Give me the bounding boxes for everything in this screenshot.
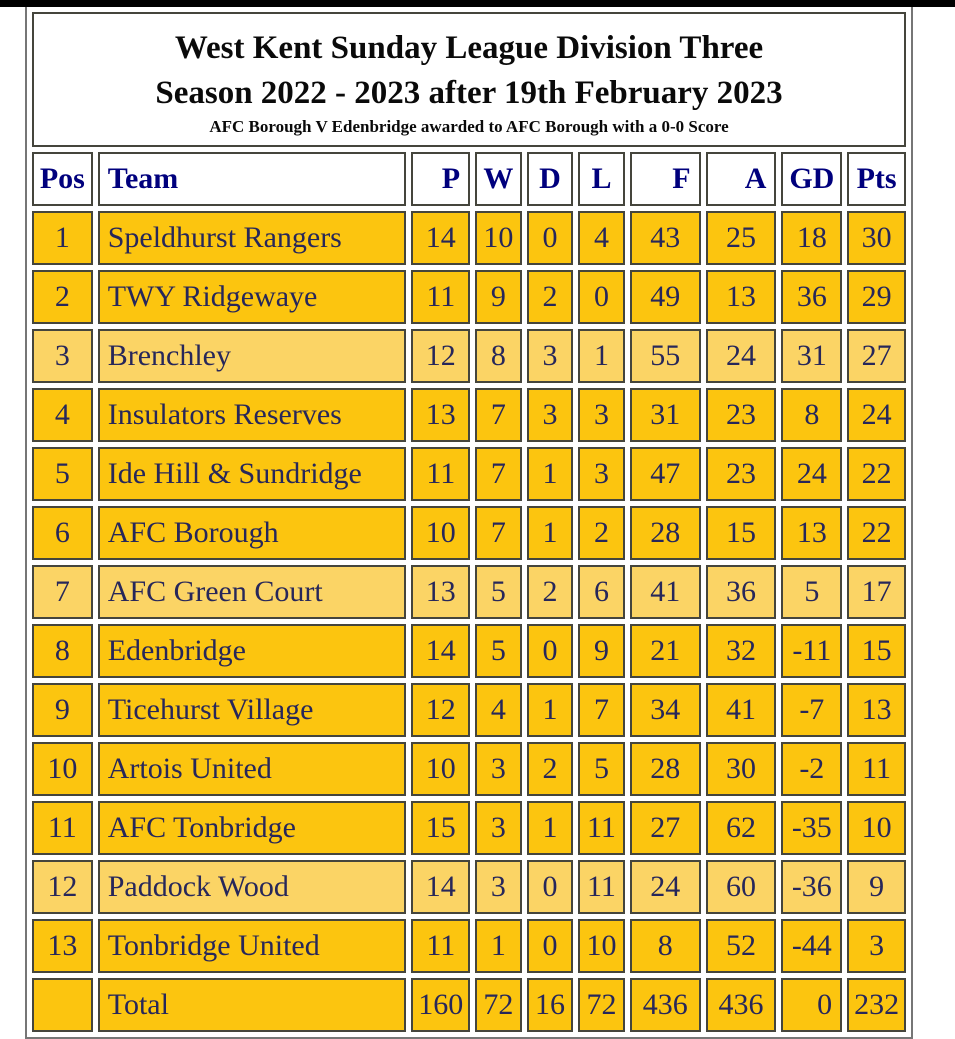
cell-a: 36 bbox=[706, 565, 777, 619]
table-row bbox=[32, 270, 906, 324]
table-row bbox=[32, 742, 906, 796]
cell-w: 3 bbox=[475, 860, 522, 914]
column-header-team: Team bbox=[98, 152, 407, 206]
cell-gd: 24 bbox=[781, 447, 842, 501]
cell-p: 14 bbox=[411, 860, 470, 914]
cell-pos bbox=[32, 978, 93, 1032]
cell-f: 55 bbox=[630, 329, 701, 383]
cell-p: 10 bbox=[411, 506, 470, 560]
cell-a: 23 bbox=[706, 388, 777, 442]
cell-pts: 29 bbox=[847, 270, 906, 324]
cell-l: 72 bbox=[578, 978, 625, 1032]
cell-team: Artois United bbox=[98, 742, 407, 796]
cell-p: 11 bbox=[411, 919, 470, 973]
cell-p: 12 bbox=[411, 329, 470, 383]
cell-gd: 8 bbox=[781, 388, 842, 442]
table-row bbox=[32, 801, 906, 855]
cell-l: 3 bbox=[578, 447, 625, 501]
table-row bbox=[32, 683, 906, 737]
cell-d: 1 bbox=[527, 683, 574, 737]
cell-team: Brenchley bbox=[98, 329, 407, 383]
cell-w: 3 bbox=[475, 801, 522, 855]
cell-d: 2 bbox=[527, 270, 574, 324]
cell-gd: 5 bbox=[781, 565, 842, 619]
cell-p: 14 bbox=[411, 211, 470, 265]
cell-pos: 11 bbox=[32, 801, 93, 855]
cell-l: 2 bbox=[578, 506, 625, 560]
cell-a: 32 bbox=[706, 624, 777, 678]
page-title: West Kent Sunday League Division Three bbox=[174, 30, 764, 66]
column-header-pos: Pos bbox=[32, 152, 93, 206]
cell-pts: 13 bbox=[847, 683, 906, 737]
cell-pts: 27 bbox=[847, 329, 906, 383]
cell-pts: 30 bbox=[847, 211, 906, 265]
cell-gd: 0 bbox=[781, 978, 842, 1032]
column-header-w: W bbox=[475, 152, 522, 206]
cell-gd: 13 bbox=[781, 506, 842, 560]
cell-f: 41 bbox=[630, 565, 701, 619]
cell-w: 72 bbox=[475, 978, 522, 1032]
cell-a: 15 bbox=[706, 506, 777, 560]
cell-d: 0 bbox=[527, 919, 574, 973]
cell-w: 1 bbox=[475, 919, 522, 973]
cell-d: 0 bbox=[527, 860, 574, 914]
table-row bbox=[32, 860, 906, 914]
cell-pos: 2 bbox=[32, 270, 93, 324]
cell-l: 4 bbox=[578, 211, 625, 265]
cell-gd: -36 bbox=[781, 860, 842, 914]
cell-d: 1 bbox=[527, 447, 574, 501]
cell-l: 11 bbox=[578, 801, 625, 855]
cell-p: 11 bbox=[411, 447, 470, 501]
cell-p: 13 bbox=[411, 388, 470, 442]
cell-pts: 22 bbox=[847, 506, 906, 560]
league-table bbox=[27, 7, 911, 1037]
table-row bbox=[32, 506, 906, 560]
cell-f: 8 bbox=[630, 919, 701, 973]
cell-pts: 11 bbox=[847, 742, 906, 796]
cell-gd: -7 bbox=[781, 683, 842, 737]
cell-a: 13 bbox=[706, 270, 777, 324]
award-note: AFC Borough V Edenbridge awarded to AFC Borough with a 0-0 Score bbox=[209, 117, 729, 137]
table-row bbox=[32, 447, 906, 501]
cell-f: 27 bbox=[630, 801, 701, 855]
cell-l: 1 bbox=[578, 329, 625, 383]
cell-gd: -35 bbox=[781, 801, 842, 855]
cell-d: 3 bbox=[527, 329, 574, 383]
cell-a: 41 bbox=[706, 683, 777, 737]
cell-pos: 7 bbox=[32, 565, 93, 619]
cell-pos: 10 bbox=[32, 742, 93, 796]
cell-w: 7 bbox=[475, 388, 522, 442]
season-subtitle: Season 2022 - 2023 after 19th February 2023 bbox=[155, 74, 783, 111]
cell-team: TWY Ridgewaye bbox=[98, 270, 407, 324]
cell-l: 11 bbox=[578, 860, 625, 914]
cell-f: 47 bbox=[630, 447, 701, 501]
cell-f: 49 bbox=[630, 270, 701, 324]
cell-l: 3 bbox=[578, 388, 625, 442]
column-header-f: F bbox=[630, 152, 701, 206]
cell-w: 7 bbox=[475, 447, 522, 501]
table-row bbox=[32, 388, 906, 442]
cell-l: 9 bbox=[578, 624, 625, 678]
cell-pts: 232 bbox=[847, 978, 906, 1032]
cell-f: 31 bbox=[630, 388, 701, 442]
table-row bbox=[32, 329, 906, 383]
column-header-gd: GD bbox=[781, 152, 842, 206]
cell-pts: 24 bbox=[847, 388, 906, 442]
table-row bbox=[32, 624, 906, 678]
cell-a: 24 bbox=[706, 329, 777, 383]
cell-f: 34 bbox=[630, 683, 701, 737]
cell-team: AFC Green Court bbox=[98, 565, 407, 619]
cell-pos: 9 bbox=[32, 683, 93, 737]
cell-gd: -11 bbox=[781, 624, 842, 678]
cell-w: 4 bbox=[475, 683, 522, 737]
cell-team: Ticehurst Village bbox=[98, 683, 407, 737]
cell-a: 30 bbox=[706, 742, 777, 796]
cell-pts: 15 bbox=[847, 624, 906, 678]
cell-pts: 3 bbox=[847, 919, 906, 973]
cell-d: 0 bbox=[527, 211, 574, 265]
cell-f: 28 bbox=[630, 506, 701, 560]
column-header-p: P bbox=[411, 152, 470, 206]
cell-team: Speldhurst Rangers bbox=[98, 211, 407, 265]
cell-l: 6 bbox=[578, 565, 625, 619]
column-header-d: D bbox=[527, 152, 574, 206]
column-header-l: L bbox=[578, 152, 625, 206]
cell-p: 15 bbox=[411, 801, 470, 855]
cell-f: 21 bbox=[630, 624, 701, 678]
cell-d: 1 bbox=[527, 801, 574, 855]
cell-p: 13 bbox=[411, 565, 470, 619]
cell-w: 3 bbox=[475, 742, 522, 796]
table-row bbox=[32, 919, 906, 973]
cell-team: Total bbox=[98, 978, 407, 1032]
cell-w: 8 bbox=[475, 329, 522, 383]
cell-a: 62 bbox=[706, 801, 777, 855]
top-border-bar bbox=[0, 0, 955, 7]
column-header-a: A bbox=[706, 152, 777, 206]
cell-team: Paddock Wood bbox=[98, 860, 407, 914]
cell-w: 10 bbox=[475, 211, 522, 265]
cell-d: 0 bbox=[527, 624, 574, 678]
cell-gd: 36 bbox=[781, 270, 842, 324]
cell-team: Edenbridge bbox=[98, 624, 407, 678]
cell-w: 5 bbox=[475, 565, 522, 619]
cell-d: 1 bbox=[527, 506, 574, 560]
cell-l: 5 bbox=[578, 742, 625, 796]
cell-d: 2 bbox=[527, 742, 574, 796]
total-row bbox=[32, 978, 906, 1032]
cell-d: 3 bbox=[527, 388, 574, 442]
cell-w: 5 bbox=[475, 624, 522, 678]
cell-d: 2 bbox=[527, 565, 574, 619]
cell-team: Insulators Reserves bbox=[98, 388, 407, 442]
cell-gd: 18 bbox=[781, 211, 842, 265]
cell-f: 43 bbox=[630, 211, 701, 265]
cell-pos: 3 bbox=[32, 329, 93, 383]
cell-p: 11 bbox=[411, 270, 470, 324]
title-cell bbox=[32, 12, 906, 147]
table-row bbox=[32, 565, 906, 619]
cell-pos: 6 bbox=[32, 506, 93, 560]
league-table-container bbox=[25, 7, 913, 1039]
cell-l: 10 bbox=[578, 919, 625, 973]
cell-team: Ide Hill & Sundridge bbox=[98, 447, 407, 501]
cell-team: Tonbridge United bbox=[98, 919, 407, 973]
cell-pos: 12 bbox=[32, 860, 93, 914]
cell-l: 7 bbox=[578, 683, 625, 737]
cell-p: 160 bbox=[411, 978, 470, 1032]
cell-a: 52 bbox=[706, 919, 777, 973]
cell-team: AFC Borough bbox=[98, 506, 407, 560]
column-header-row bbox=[32, 152, 906, 206]
cell-pts: 22 bbox=[847, 447, 906, 501]
cell-f: 436 bbox=[630, 978, 701, 1032]
cell-pos: 13 bbox=[32, 919, 93, 973]
table-row bbox=[32, 211, 906, 265]
cell-pts: 17 bbox=[847, 565, 906, 619]
cell-a: 436 bbox=[706, 978, 777, 1032]
title-row bbox=[32, 12, 906, 147]
cell-pos: 1 bbox=[32, 211, 93, 265]
cell-f: 24 bbox=[630, 860, 701, 914]
cell-w: 9 bbox=[475, 270, 522, 324]
cell-pts: 10 bbox=[847, 801, 906, 855]
cell-pos: 5 bbox=[32, 447, 93, 501]
cell-p: 12 bbox=[411, 683, 470, 737]
cell-a: 60 bbox=[706, 860, 777, 914]
cell-a: 23 bbox=[706, 447, 777, 501]
cell-w: 7 bbox=[475, 506, 522, 560]
cell-d: 16 bbox=[527, 978, 574, 1032]
cell-team: AFC Tonbridge bbox=[98, 801, 407, 855]
cell-l: 0 bbox=[578, 270, 625, 324]
cell-p: 14 bbox=[411, 624, 470, 678]
cell-pts: 9 bbox=[847, 860, 906, 914]
cell-gd: -2 bbox=[781, 742, 842, 796]
cell-p: 10 bbox=[411, 742, 470, 796]
cell-pos: 4 bbox=[32, 388, 93, 442]
cell-gd: 31 bbox=[781, 329, 842, 383]
cell-gd: -44 bbox=[781, 919, 842, 973]
cell-a: 25 bbox=[706, 211, 777, 265]
cell-pos: 8 bbox=[32, 624, 93, 678]
column-header-pts: Pts bbox=[847, 152, 906, 206]
cell-f: 28 bbox=[630, 742, 701, 796]
